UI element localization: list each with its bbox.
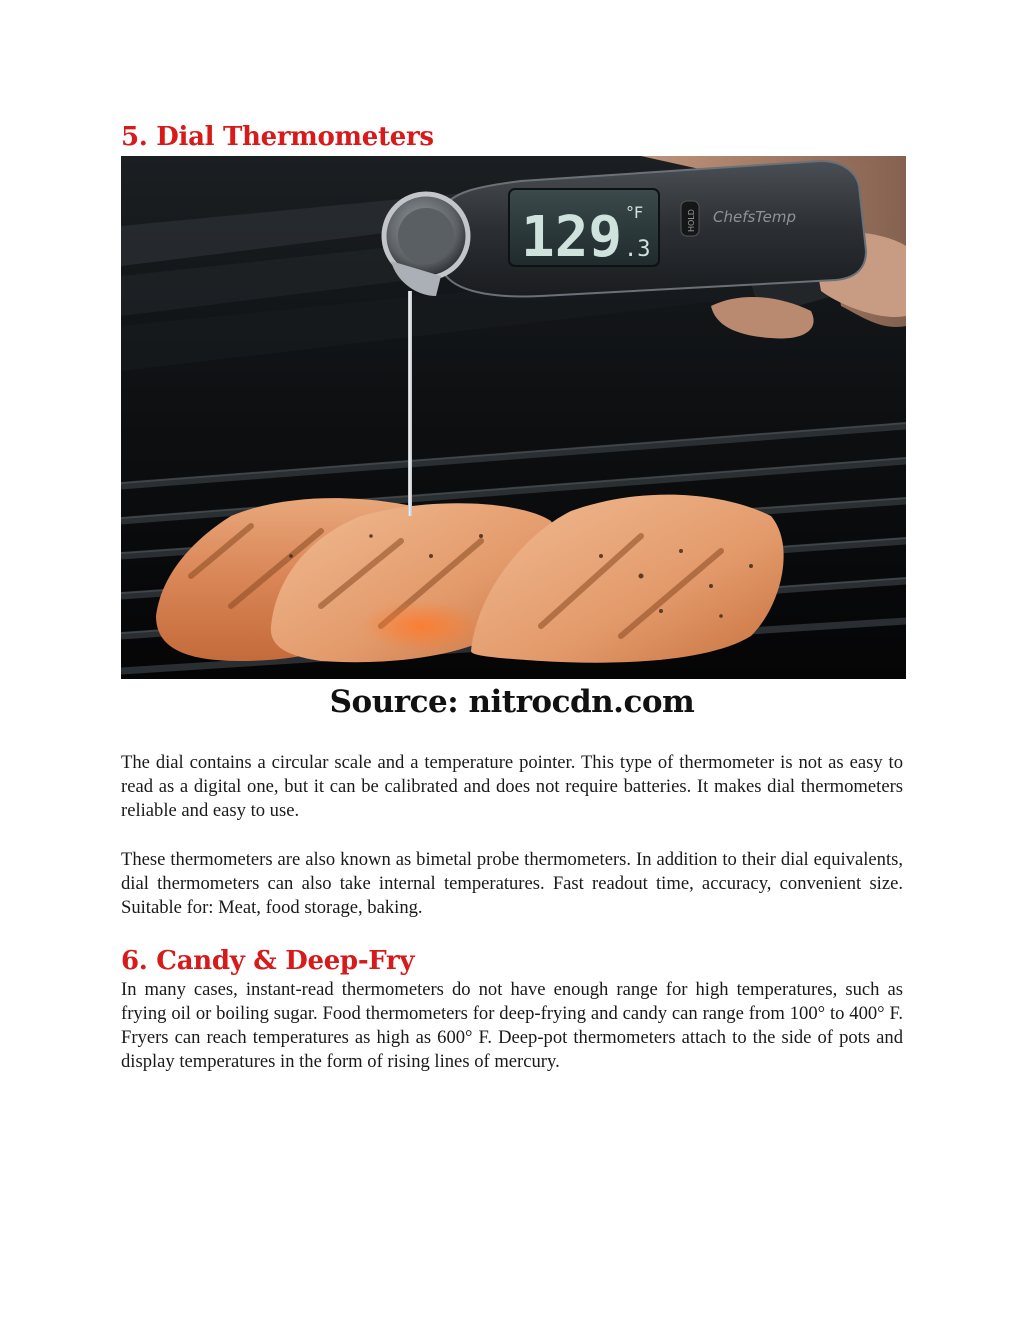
paragraph-candy-deep-fry: In many cases, instant-read thermometers do not have enough range for high temperatures, such as frying oil or boiling sugar. Food thermometers for deep-frying and candy can range from 100° to 400° F. Fryers can reach temperatures as high as 600° F. Deep-pot thermometers attach to the side of pots and display temperatures in the form of rising lines of mercury. xyxy=(121,979,903,1072)
paragraph-bimetal-probe: These thermometers are also known as bimetal probe thermometers. In addition to their dial equivalents, dial thermometers can also take internal temperatures. Fast readout time, accuracy, convenient size. Suitable for: Meat, food storage, baking. xyxy=(121,849,903,918)
thermometer-photo xyxy=(121,156,906,679)
section-heading-dial-thermometers: 5. Dial Thermometers xyxy=(121,122,434,152)
thermometer-reading: 129 xyxy=(521,205,623,270)
section-heading-candy-deep-fry: 6. Candy & Deep-Fry xyxy=(121,946,415,976)
thermometer-decimal: .3 xyxy=(624,237,651,262)
paragraph-dial-description: The dial contains a circular scale and a temperature pointer. This type of thermometer is not as easy to read as a digital one, but it can be calibrated and does not require batteries. It makes dial thermometers reliable and easy to use. xyxy=(121,752,903,821)
image-caption: Source: nitrocdn.com xyxy=(329,684,695,720)
hold-label: HOLD xyxy=(687,209,696,232)
brand-label: ChefsTemp xyxy=(713,208,796,226)
thermometer-unit: °F xyxy=(626,203,644,222)
